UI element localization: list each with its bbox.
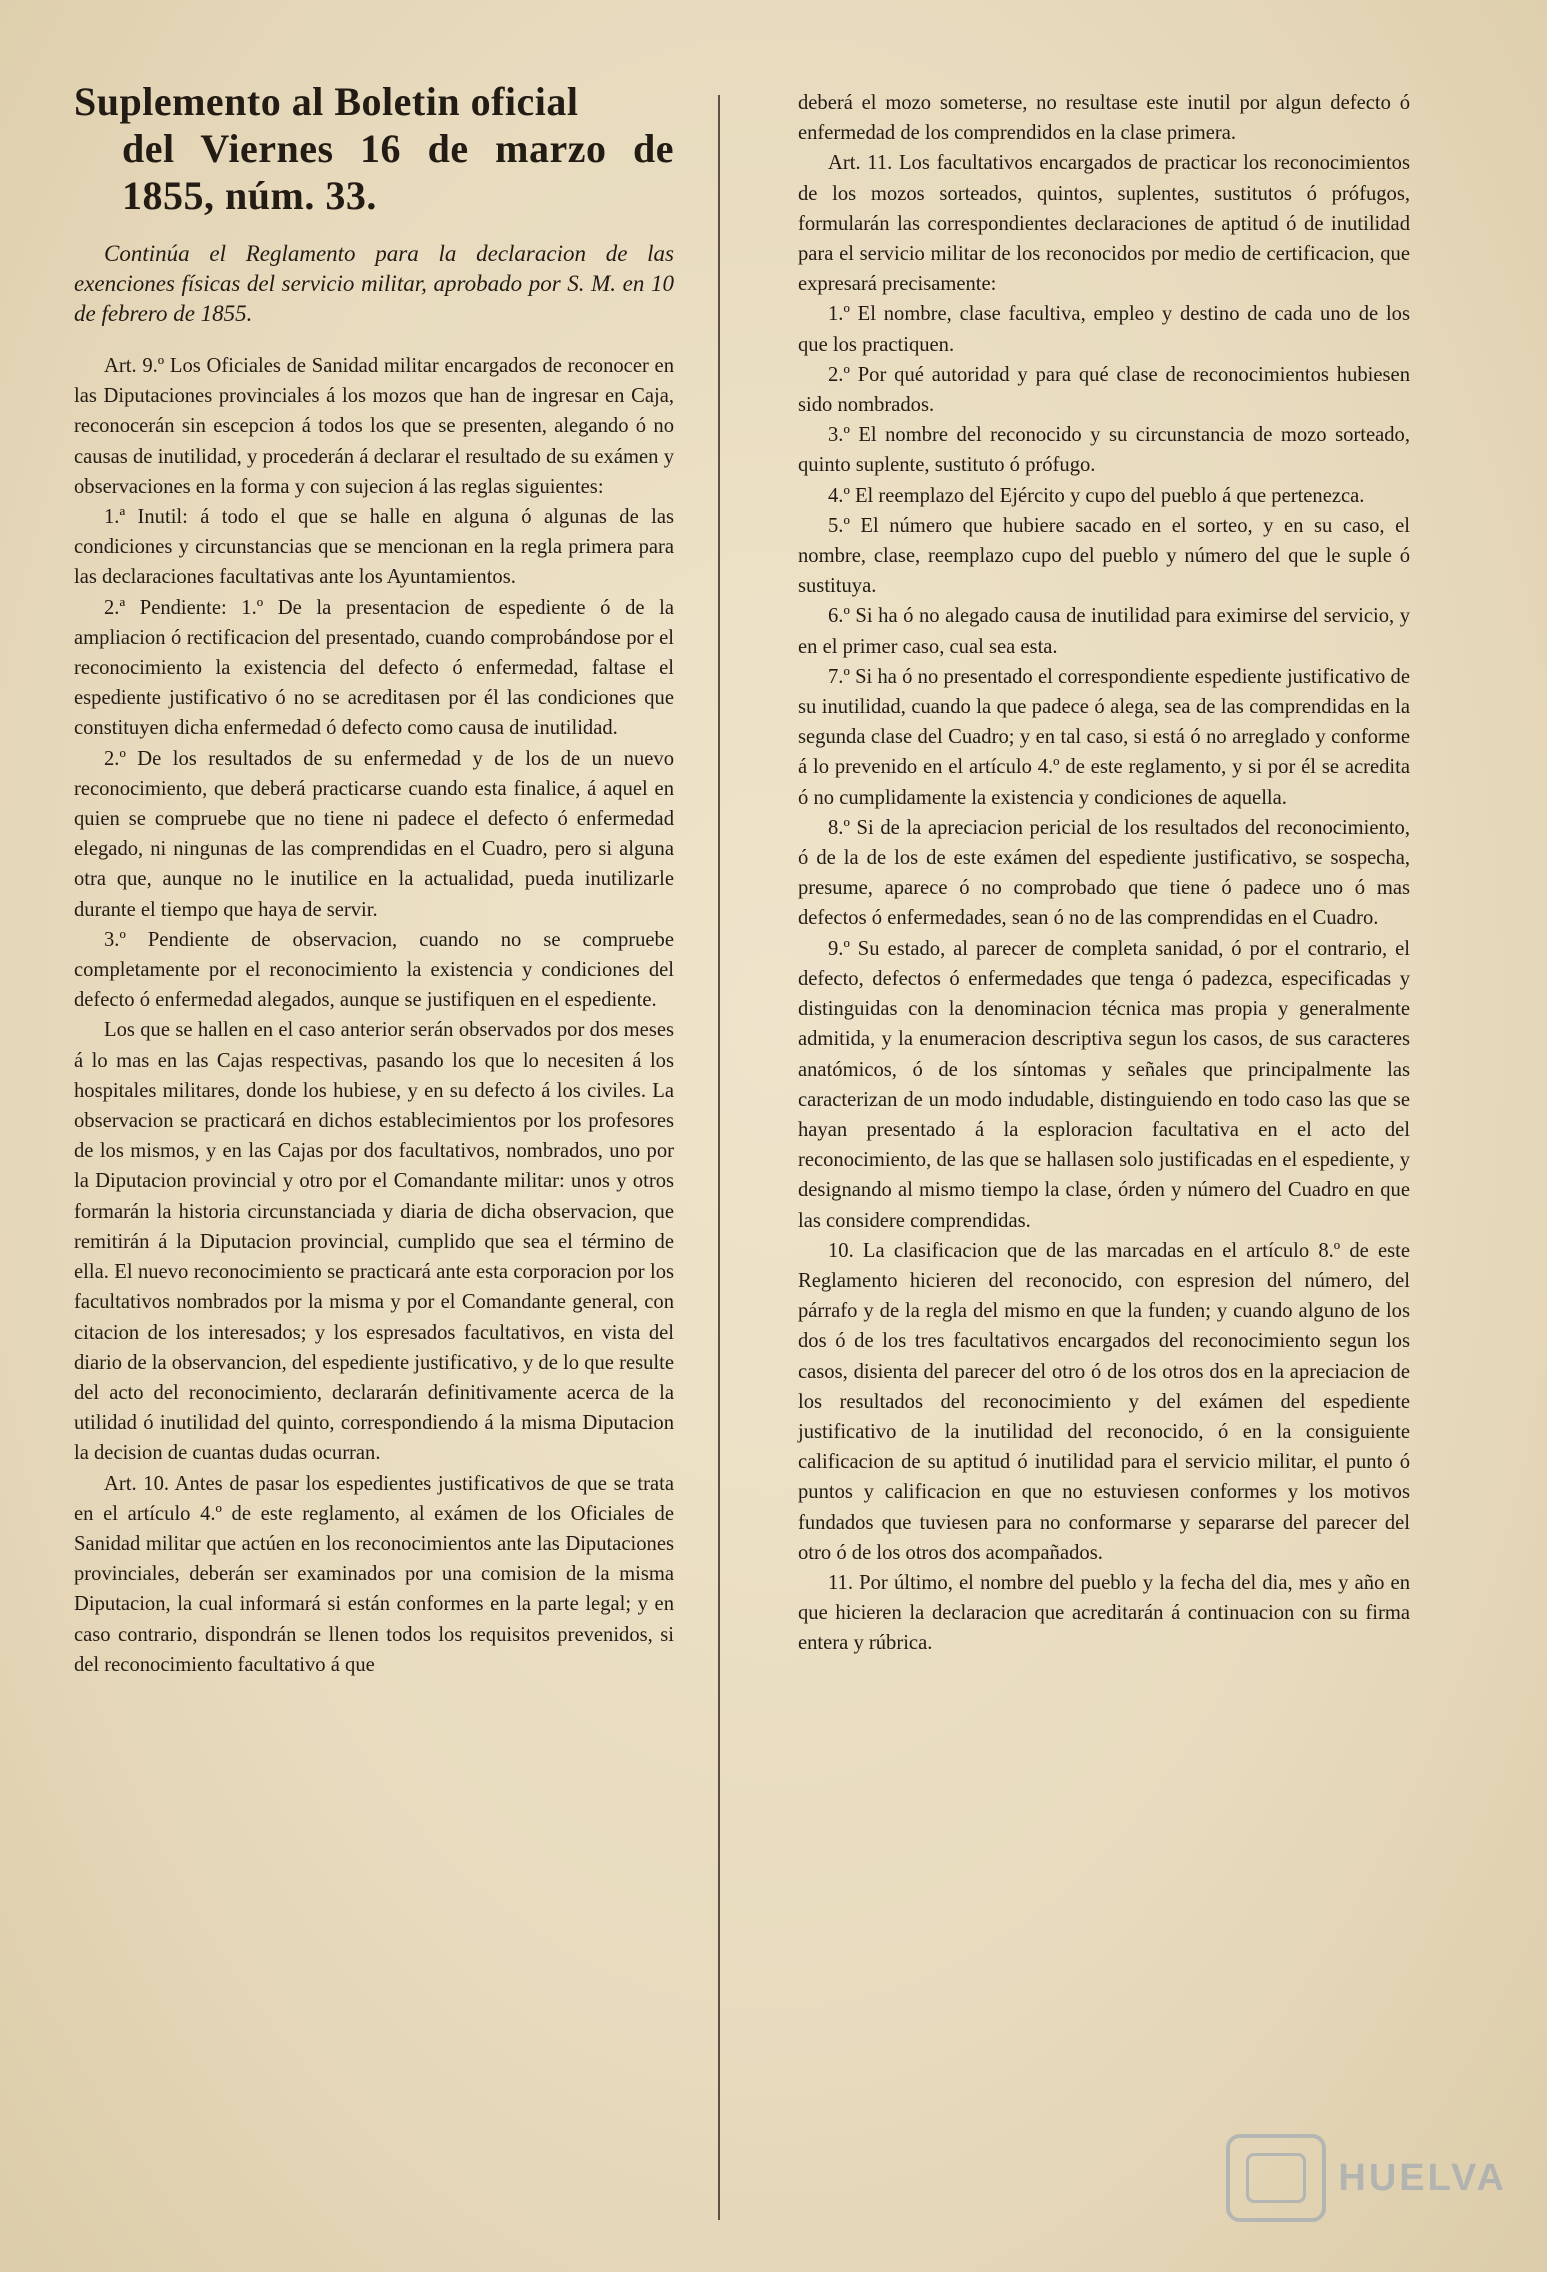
paragraph: 2.º Por qué autoridad y para qué clase de reconocimientos hubiesen sido nombrados. xyxy=(798,363,1410,417)
paragraph: 4.º El reemplazo del Ejército y cupo del pueblo á que pertenezca. xyxy=(828,484,1365,507)
right-column-body xyxy=(798,88,1410,1659)
paragraph: 6.º Si ha ó no alegado causa de inutilidad para eximirse del servicio, y en el primer caso, cual sea esta. xyxy=(798,605,1410,658)
paragraph: Art. 11. Los facultativos encargados de practicar los reconocimientos de los mozos sorteados, quintos, suplentes, sustitutos ó prófugos, formularán las correspondientes declaraciones de aptitud ó de inutilidad para el servicio militar de los reconocidos por medio de certificacion, que expresará precisamente: xyxy=(798,152,1410,296)
paragraph: 7.º Si ha ó no presentado el correspondiente espediente justificativo de su inutilidad, cuando la que padece ó alega, sea de las comprendidas en la segunda clase del Cuadro; y en tal caso, si está ó no arreglado y conforme á lo prevenido en el artículo 4.º de este reglamento, y si por él se acredita ó no cumplidamente la existencia y condiciones de aquella. xyxy=(798,665,1410,809)
paragraph: 5.º El número que hubiere sacado en el sorteo, y en su caso, el nombre, clase, reemplazo cupo del pueblo y número del que le suple ó sustituya. xyxy=(798,514,1410,598)
page-title xyxy=(74,78,674,219)
left-column-body xyxy=(74,351,674,1680)
paragraph: Art. 10. Antes de pasar los espedientes justificativos de que se trata en el artículo 4.º de este reglamento, al exámen de los Oficiales de Sanidad militar que actúen en los reconocimientos ante las Diputaciones provinciales, deberán ser examinados por una comision de la misma Diputacion, la cual informará si están conformes en la parte legal; y en caso contrario, dispondrán se llenen todos los requisitos prevenidos, si del reconocimiento facultativo á que xyxy=(74,1472,674,1676)
paragraph: 9.º Su estado, al parecer de completa sanidad, ó por el contrario, el defecto, defectos ó enfermedades que tenga ó padezca, especificadas y distinguidas con la denominacion técnica mas propia y generalmente admitida, y la enumeracion descriptiva segun los casos, de sus caracteres anatómicos, ó de los síntomas y señales que principalmente las caracterizan de un modo indudable, distinguiendo en todo caso las que se hayan presentado á la esploracion facultativa en el acto del reconocimiento, de las que se hallasen solo justificadas en el espediente, y designando al mismo tiempo la clase, órden y número del Cuadro en que las considere comprendidas. xyxy=(798,937,1410,1232)
column-divider xyxy=(718,95,720,2220)
archive-watermark xyxy=(1226,2134,1507,2222)
subtitle: Continúa el Reglamento para la declaracion de las exenciones físicas del servicio militar, aprobado por S. M. en 10 de febrero de 1855. xyxy=(74,241,674,326)
left-column xyxy=(74,78,674,1680)
paragraph: Los que se hallen en el caso anterior serán observados por dos meses á lo mas en las Cajas respectivas, pasando los que lo necesiten á los hospitales militares, donde los hubiese, y en su defecto á los civiles. La observacion se practicará en dichos establecimientos por los profesores de los mismos, y en las Cajas por dos facultativos, nombrados, uno por la Diputacion provincial y otro por el Comandante militar: unos y otros formarán la historia circunstanciada y diaria de dicha observacion, que remitirán á la Diputacion provincial, cumplido que sea el término de ella. El nuevo reconocimiento se practicará ante esta corporacion por los facultativos nombrados por la misma y por el Comandante general, con citacion de los interesados; y los espresados facultativos, en vista del diario de la observancion, del espediente justificativo, y de lo que resulte del acto del reconocimiento, declararán definitivamente acerca de la utilidad ó inutilidad del quinto, correspondiendo á la misma Diputacion la decision de cuantas dudas ocurran. xyxy=(74,1019,674,1465)
paragraph: 1.º El nombre, clase facultiva, empleo y destino de cada uno de los que los practiquen. xyxy=(798,303,1410,356)
paragraph: 8.º Si de la apreciacion pericial de los resultados del reconocimiento, ó de la de los de este exámen del espediente justificativo, se sospecha, presume, aparece ó no comprobado que tiene ó padece uno ó mas defectos ó enfermedades, sean ó no de las comprendidas en el Cuadro. xyxy=(798,816,1410,930)
paragraph: deberá el mozo someterse, no resultase este inutil por algun defecto ó enfermedad de los comprendidos en la clase primera. xyxy=(798,92,1410,145)
paragraph: 1.ª Inutil: á todo el que se halle en alguna ó algunas de las condiciones y circunstancias que se mencionan en la regla primera para las declaraciones facultativas ante los Ayuntamientos. xyxy=(74,506,674,589)
title-line-2: del Viernes 16 de marzo de 1855, núm. 33. xyxy=(122,126,674,218)
watermark-text: HUELVA xyxy=(1338,2156,1507,2199)
paragraph: 11. Por último, el nombre del pueblo y la fecha del dia, mes y año en que hicieren la declaracion que acreditarán á continuacion con su firma entera y rúbrica. xyxy=(798,1571,1410,1655)
paragraph: 10. La clasificacion que de las marcadas en el artículo 8.º de este Reglamento hicieren del reconocido, con espresion del número, del párrafo y de la regla del mismo en que la funden; y cuando alguno de los dos ó de los tres facultativos encargados del reconocimiento segun los casos, disienta del parecer del otro ó de los otros dos en la apreciacion de los resultados del reconocimiento y del exámen del espediente justificativo de la inutilidad del reconocido, ó en la consiguiente calificacion de su aptitud ó inutilidad para el servicio militar, el punto ó puntos y calificacion en que no estuviesen conformes y los motivos fundados que tuviesen para no conformarse y separarse del parecer del otro ó de los otros dos acompañados. xyxy=(798,1239,1410,1564)
title-line-1: Suplemento al Boletin oficial xyxy=(74,79,579,124)
paragraph: 2.º De los resultados de su enfermedad y de los de un nuevo reconocimiento, que deberá practicarse cuando esta finalice, á aquel en quien se compruebe que no tiene ni padece el defecto ó enfermedad elegado, ni ningunas de las comprendidas en el Cuadro, pero si alguna otra que, aunque no le inutilice en la actualidad, pueda inutilizarle durante el tiempo que haya de servir. xyxy=(74,747,674,921)
paragraph: 3.º Pendiente de observacion, cuando no se compruebe completamente por el reconocimiento la existencia y condiciones del defecto ó enfermedad alegados, aunque se justifiquen en el espediente. xyxy=(74,928,674,1012)
paragraph: 3.º El nombre del reconocido y su circunstancia de mozo sorteado, quinto suplente, sustituto ó prófugo. xyxy=(798,424,1410,477)
right-column xyxy=(798,88,1410,1659)
paragraph: 2.ª Pendiente: 1.º De la presentacion de espediente ó de la ampliacion ó rectificacion del presentado, cuando comprobándose por el reconocimiento la existencia del defecto ó enfermedad, faltase el espediente justificativo ó no se acreditasen por él las condiciones que constituyen dicha enfermedad ó defecto como causa de inutilidad. xyxy=(74,596,674,740)
paragraph: Art. 9.º Los Oficiales de Sanidad militar encargados de reconocer en las Diputaciones provinciales á los mozos que han de ingresar en Caja, reconocerán sin escepcion á todos los que se presenten, alegando ó no causas de inutilidad, y procederán á declarar el resultado de su exámen y observaciones en la forma y con sujecion á las reglas siguientes: xyxy=(74,355,674,498)
seal-icon xyxy=(1226,2134,1326,2222)
